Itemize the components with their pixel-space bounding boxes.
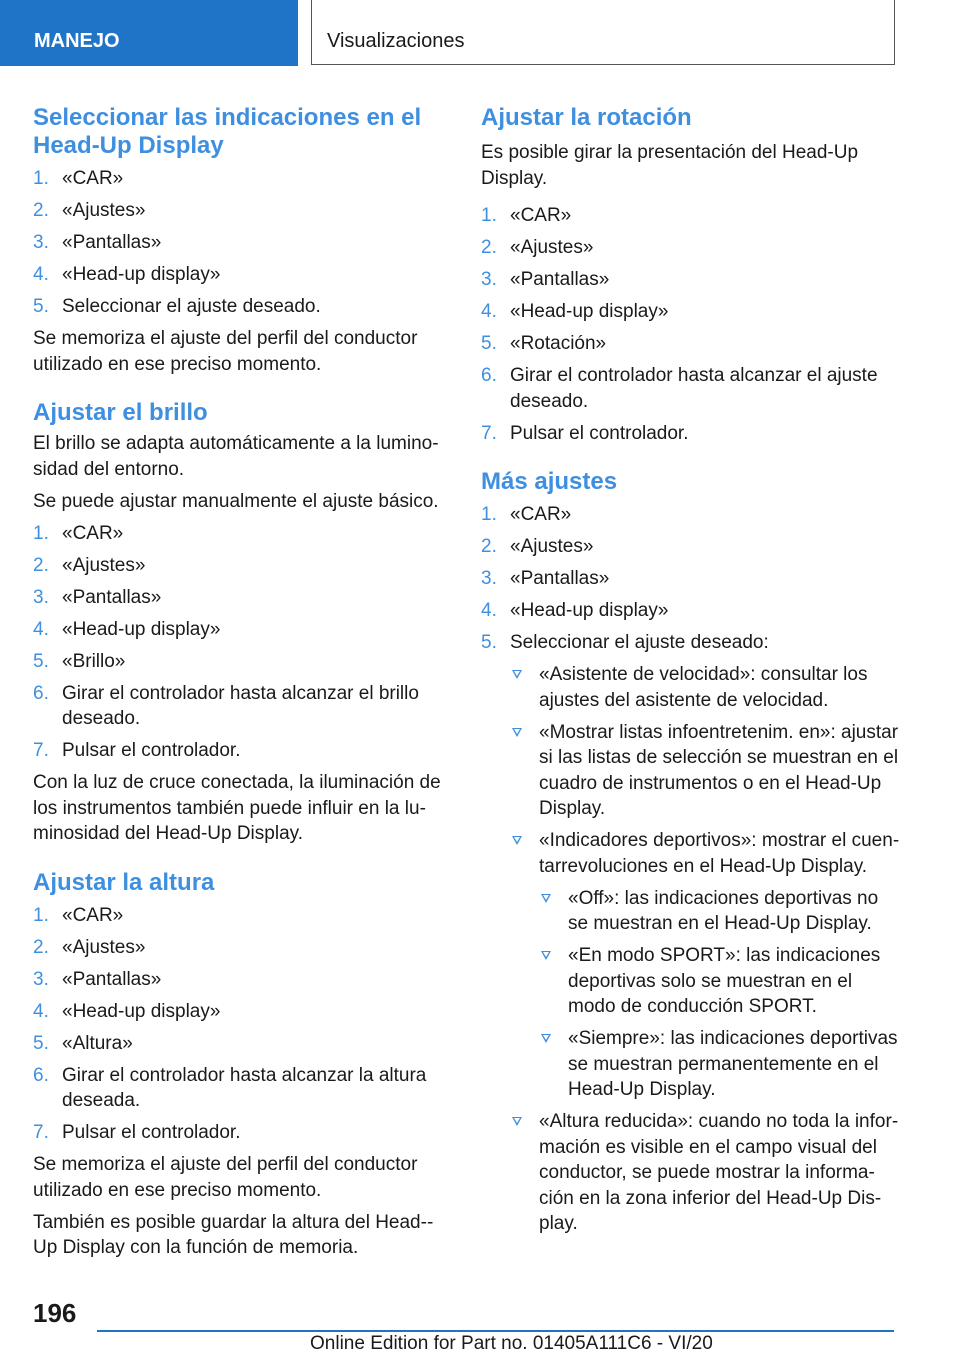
step-number: 5.	[481, 632, 497, 653]
heading-adjust-height: Ajustar la altura	[33, 868, 215, 896]
list-item	[481, 235, 901, 261]
step-number: 7.	[33, 1122, 49, 1143]
step-number: 2.	[33, 554, 49, 576]
step-number: 1.	[33, 522, 49, 544]
list-item	[33, 166, 448, 192]
step-number: 4.	[481, 600, 497, 621]
list-item	[33, 967, 448, 993]
step-text: «Pantallas»	[510, 568, 610, 589]
list-item	[33, 1031, 448, 1057]
step-number: 6.	[481, 365, 497, 386]
step-number: 2.	[481, 237, 497, 258]
triangle-bullet-icon	[541, 1034, 551, 1043]
step-number: 1.	[481, 205, 497, 226]
step-text: Girar el controlador hasta alcanzar el brillo deseado.	[62, 682, 419, 729]
list-item	[33, 903, 448, 929]
step-text: Seleccionar el ajuste deseado:	[510, 632, 769, 653]
section-tab: MANEJO	[0, 0, 298, 66]
step-number: 5.	[33, 650, 49, 672]
step-text: Seleccionar el ajuste deseado.	[62, 296, 321, 317]
settings-options-list	[510, 662, 901, 1237]
step-text: «Pantallas»	[62, 968, 162, 990]
heading-select-indications: Seleccionar las indicaciones en el Head-Up Display	[33, 104, 422, 159]
step-text: «Head-up display»	[62, 264, 221, 285]
list-item	[510, 720, 901, 822]
step-text: Pulsar el controlador.	[62, 740, 241, 761]
list-item	[481, 502, 901, 528]
list-item	[33, 681, 448, 732]
list-item	[33, 294, 448, 320]
footer-edition: Online Edition for Part no. 01405A111C6 - VI/20	[310, 1333, 713, 1354]
list-item	[510, 662, 901, 713]
list-item	[33, 521, 448, 547]
option-text: «Mostrar listas infoentretenim. en»: ajustar si las listas de selección se muestran en el cuadro de instrumentos o en el Head-Up Display.	[539, 721, 899, 819]
option-text: «Siempre»: las indicaciones deportivas se muestran permanentemente en el Head-Up Display.	[568, 1028, 898, 1100]
left-column	[33, 100, 448, 1267]
step-text: «Head-up display»	[510, 600, 669, 621]
step-text: «CAR»	[62, 168, 124, 189]
step-number: 3.	[481, 269, 497, 290]
list-item	[539, 943, 901, 1020]
list-item	[481, 630, 901, 1237]
step-number: 3.	[481, 568, 497, 589]
steps-adjust-height	[33, 903, 448, 1146]
step-number: 4.	[481, 301, 497, 322]
page-number: 196	[33, 1298, 77, 1328]
heading-adjust-rotation: Ajustar la rotación	[481, 104, 692, 131]
paragraph-memory-note: También es posible guardar la altura del Head-Up Display con la función de memoria.	[33, 1211, 434, 1258]
list-item	[510, 1109, 901, 1237]
step-text: «CAR»	[510, 504, 572, 525]
option-text: «Altura reducida»: cuando no toda la información es visible en el campo visual del conductor, se puede mostrar la información en la zona inferior del Head-Up Display.	[539, 1111, 899, 1234]
step-number: 1.	[481, 504, 497, 525]
step-number: 2.	[481, 536, 497, 557]
step-text: Girar el controlador hasta alcanzar la altura deseada.	[62, 1064, 427, 1111]
list-item	[481, 598, 901, 624]
step-text: «Pantallas»	[62, 232, 162, 253]
step-number: 5.	[33, 296, 49, 317]
step-text: «Ajustes»	[62, 200, 146, 221]
list-item	[33, 230, 448, 256]
steps-adjust-brightness	[33, 521, 448, 764]
step-number: 4.	[33, 264, 49, 285]
step-number: 2.	[33, 200, 49, 221]
step-text: Pulsar el controlador.	[62, 1122, 241, 1143]
option-text: «Asistente de velocidad»: consultar los ajustes del asistente de velocidad.	[539, 664, 868, 711]
step-text: «Head-up display»	[62, 618, 221, 640]
list-item	[33, 738, 448, 764]
steps-adjust-rotation	[481, 203, 901, 446]
list-item	[539, 886, 901, 937]
list-item	[481, 203, 901, 229]
step-text: «CAR»	[62, 522, 124, 544]
paragraph-brightness-auto: El brillo se adapta automáticamente a la luminosidad del entorno.	[33, 433, 439, 480]
step-number: 3.	[33, 968, 49, 990]
paragraph-low-beam-note: Con la luz de cruce conectada, la iluminación de los instrumentos también puede influir en la luminosidad del Head-Up Display.	[33, 772, 441, 844]
step-text: «CAR»	[62, 904, 124, 926]
triangle-bullet-icon	[512, 836, 522, 845]
step-number: 1.	[33, 904, 49, 926]
step-text: «Head-up display»	[62, 1000, 221, 1022]
option-text: «En modo SPORT»: las indicaciones deportivas solo se muestran en el modo de conducción SPORT.	[568, 945, 881, 1017]
heading-adjust-brightness: Ajustar el brillo	[33, 399, 208, 426]
step-text: «Head-up display»	[510, 301, 669, 322]
step-number: 3.	[33, 586, 49, 608]
step-number: 6.	[33, 682, 49, 704]
step-number: 4.	[33, 618, 49, 640]
step-text: «Pantallas»	[510, 269, 610, 290]
step-number: 6.	[33, 1064, 49, 1086]
triangle-bullet-icon	[512, 728, 522, 737]
list-item	[539, 1026, 901, 1103]
step-number: 7.	[481, 422, 497, 444]
list-item	[481, 299, 901, 325]
list-item	[33, 649, 448, 675]
sport-indicators-list	[539, 886, 901, 1103]
list-item	[33, 262, 448, 288]
list-item	[33, 1120, 448, 1146]
step-text: «Ajustes»	[510, 237, 594, 258]
list-item	[33, 617, 448, 643]
right-column	[481, 100, 901, 1243]
step-number: 2.	[33, 936, 49, 958]
list-item	[481, 267, 901, 293]
list-item	[33, 935, 448, 961]
heading-more-settings: Más ajustes	[481, 468, 618, 495]
list-item	[481, 534, 901, 560]
list-item	[481, 566, 901, 592]
step-number: 7.	[33, 740, 49, 761]
step-text: «Ajustes»	[62, 936, 146, 958]
step-text: «Altura»	[62, 1032, 133, 1054]
triangle-bullet-icon	[512, 1117, 522, 1126]
list-item	[33, 585, 448, 611]
list-item	[33, 198, 448, 224]
step-text: «CAR»	[510, 205, 572, 226]
step-number: 5.	[33, 1032, 49, 1054]
steps-select-indications	[33, 166, 448, 320]
paragraph-brightness-manual: Se puede ajustar manualmente el ajuste básico.	[33, 490, 439, 512]
step-text: «Ajustes»	[62, 554, 146, 576]
option-text: «Off»: las indicaciones deportivas no se muestran en el Head-Up Display.	[568, 887, 879, 934]
step-text: «Rotación»	[510, 333, 607, 354]
triangle-bullet-icon	[512, 670, 522, 679]
step-text: «Pantallas»	[62, 586, 162, 608]
footer-divider	[97, 1330, 894, 1332]
triangle-bullet-icon	[541, 894, 551, 903]
triangle-bullet-icon	[541, 951, 551, 960]
paragraph-rotation-intro: Es posible girar la presentación del Head-Up Display.	[481, 142, 859, 189]
list-item	[510, 828, 901, 1103]
chapter-title: Visualizaciones	[311, 0, 895, 65]
step-text: «Ajustes»	[510, 536, 594, 557]
list-item	[33, 999, 448, 1025]
step-number: 1.	[33, 168, 49, 189]
step-number: 3.	[33, 232, 49, 253]
list-item	[33, 1063, 448, 1114]
page-header	[0, 0, 960, 66]
paragraph-profile-note: Se memoriza el ajuste del perfil del conductor utilizado en ese preciso momento.	[33, 1154, 418, 1201]
list-item	[481, 363, 901, 414]
step-number: 5.	[481, 333, 497, 354]
list-item	[33, 553, 448, 579]
option-text: «Indicadores deportivos»: mostrar el cuentarrevoluciones en el Head-Up Display.	[539, 830, 900, 877]
list-item	[481, 331, 901, 357]
step-text: Pulsar el controlador.	[510, 422, 689, 444]
paragraph-profile-note: Se memoriza el ajuste del perfil del conductor utilizado en ese preciso momento.	[33, 328, 418, 375]
step-text: «Brillo»	[62, 650, 126, 672]
step-number: 4.	[33, 1000, 49, 1022]
steps-more-settings	[481, 502, 901, 1237]
list-item	[481, 421, 901, 447]
step-text: Girar el controlador hasta alcanzar el ajuste deseado.	[510, 365, 878, 412]
